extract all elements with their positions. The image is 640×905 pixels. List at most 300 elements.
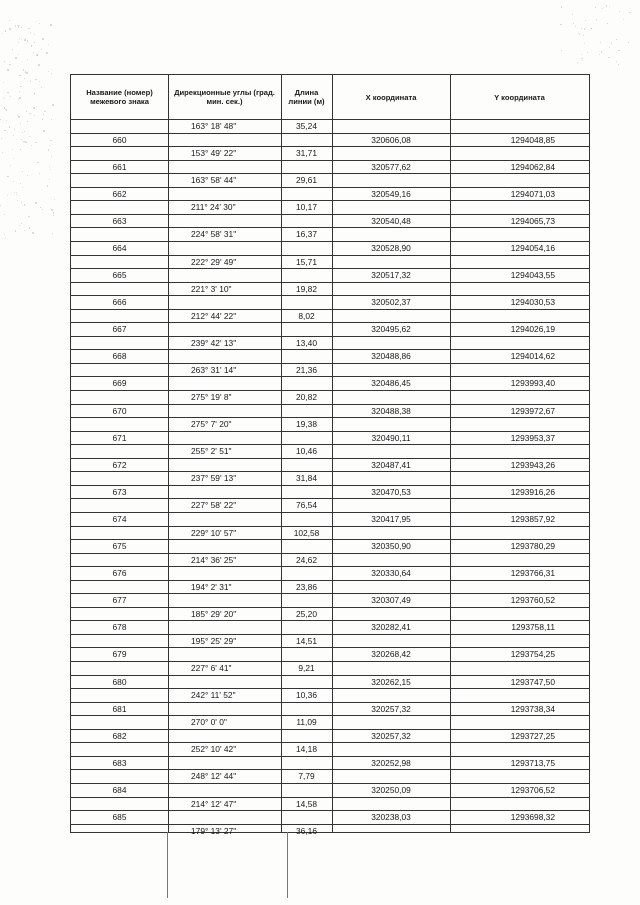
row-divider bbox=[71, 783, 589, 784]
scan-speckle bbox=[12, 49, 13, 50]
y-coordinate: 1293916,26 bbox=[510, 486, 555, 497]
row-divider bbox=[71, 255, 589, 256]
segment-length: 21,36 bbox=[296, 364, 317, 375]
row-divider bbox=[71, 471, 589, 472]
row-divider bbox=[71, 458, 589, 459]
y-coordinate: 1293760,52 bbox=[510, 595, 555, 606]
scan-speckle bbox=[618, 64, 619, 65]
scan-speckle bbox=[609, 6, 610, 7]
point-name: 682 bbox=[112, 730, 127, 741]
scan-speckle bbox=[623, 19, 624, 20]
scan-speckle bbox=[24, 204, 25, 205]
y-coordinate: 1293754,25 bbox=[510, 649, 555, 660]
x-coordinate: 320488,38 bbox=[371, 405, 411, 416]
scan-speckle bbox=[577, 62, 578, 63]
x-coordinate: 320307,49 bbox=[371, 595, 411, 606]
segment-angle: 275° 7' 20" bbox=[191, 419, 232, 430]
point-name: 674 bbox=[112, 513, 127, 524]
header-x-coordinate: X координата bbox=[365, 92, 417, 102]
scan-speckle bbox=[6, 120, 7, 121]
scan-speckle bbox=[3, 82, 4, 83]
scan-speckle bbox=[582, 60, 583, 61]
y-coordinate: 1294026,19 bbox=[510, 324, 555, 335]
scan-speckle bbox=[599, 54, 600, 55]
point-name: 683 bbox=[112, 757, 127, 768]
point-name: 677 bbox=[112, 595, 127, 606]
scan-speckle bbox=[50, 24, 51, 25]
y-coordinate: 1294065,73 bbox=[510, 215, 555, 226]
scan-speckle bbox=[575, 26, 576, 27]
scan-speckle bbox=[2, 152, 3, 153]
point-name: 673 bbox=[112, 486, 127, 497]
point-name: 681 bbox=[112, 703, 127, 714]
y-coordinate: 1293738,34 bbox=[510, 703, 555, 714]
segment-angle: 239° 42' 13" bbox=[191, 337, 237, 348]
row-divider bbox=[71, 322, 589, 323]
scan-speckle bbox=[19, 38, 20, 39]
segment-angle: 179° 13' 27" bbox=[191, 825, 237, 836]
x-coordinate: 320495,62 bbox=[371, 324, 411, 335]
scan-speckle bbox=[26, 72, 28, 74]
scan-speckle bbox=[30, 81, 31, 82]
scan-speckle bbox=[16, 194, 17, 195]
segment-length: 35,24 bbox=[296, 121, 317, 131]
scan-speckle bbox=[601, 51, 602, 52]
scan-speckle bbox=[578, 33, 579, 34]
segment-angle: 163° 58' 44" bbox=[191, 175, 237, 186]
scan-speckle bbox=[611, 43, 612, 44]
segment-angle: 222° 29' 49" bbox=[191, 256, 237, 267]
segment-angle: 237° 59' 13" bbox=[191, 473, 237, 484]
y-coordinate: 1294043,55 bbox=[510, 270, 555, 281]
scan-speckle bbox=[51, 156, 52, 157]
row-divider bbox=[71, 431, 589, 432]
scan-speckle bbox=[27, 59, 28, 60]
point-name: 675 bbox=[112, 541, 127, 552]
scan-speckle bbox=[9, 64, 10, 65]
scan-speckle bbox=[29, 113, 31, 115]
row-divider bbox=[71, 309, 589, 310]
x-coordinate: 320330,64 bbox=[371, 568, 411, 579]
scan-speckle bbox=[18, 116, 20, 118]
x-coordinate: 320262,15 bbox=[371, 676, 411, 687]
segment-angle: 227° 58' 22" bbox=[191, 500, 237, 511]
scan-speckle bbox=[31, 145, 32, 146]
segment-angle: 163° 18' 48" bbox=[191, 121, 237, 131]
scan-speckle bbox=[13, 135, 14, 136]
segment-angle: 194° 2' 31" bbox=[191, 581, 232, 592]
segment-length: 19,82 bbox=[296, 283, 317, 294]
point-name: 660 bbox=[112, 134, 127, 145]
row-divider bbox=[71, 593, 589, 594]
scan-speckle bbox=[4, 98, 5, 99]
scan-speckle bbox=[606, 5, 607, 6]
y-coordinate: 1293706,52 bbox=[510, 784, 555, 795]
scan-speckle bbox=[21, 27, 22, 28]
x-coordinate: 320606,08 bbox=[371, 134, 411, 145]
scan-speckle bbox=[618, 50, 619, 51]
page-margin-line bbox=[167, 832, 168, 898]
scan-speckle bbox=[561, 6, 562, 7]
segment-angle: 242° 11' 52" bbox=[191, 690, 236, 701]
row-divider bbox=[71, 810, 589, 811]
scan-speckle bbox=[4, 107, 6, 109]
scan-speckle bbox=[619, 11, 620, 12]
scan-speckle bbox=[628, 42, 629, 43]
scan-speckle bbox=[560, 24, 561, 25]
scan-speckle bbox=[616, 61, 617, 62]
scan-speckle bbox=[561, 50, 562, 51]
row-divider bbox=[71, 133, 589, 134]
scan-speckle bbox=[20, 86, 21, 87]
row-divider bbox=[71, 173, 589, 174]
scan-speckle bbox=[35, 202, 37, 204]
point-name: 672 bbox=[112, 459, 127, 470]
scan-speckle bbox=[607, 23, 608, 24]
scan-speckle bbox=[629, 12, 630, 13]
segment-angle: 270° 0' 0" bbox=[191, 717, 227, 728]
point-name: 680 bbox=[112, 676, 127, 687]
segment-angle: 214° 36' 25" bbox=[191, 554, 237, 565]
row-divider bbox=[71, 227, 589, 228]
scan-speckle bbox=[37, 162, 38, 163]
segment-length: 8,02 bbox=[298, 310, 315, 321]
scan-speckle bbox=[43, 114, 44, 115]
scan-speckle bbox=[19, 91, 20, 92]
scan-speckle bbox=[584, 43, 585, 44]
scan-speckle bbox=[579, 34, 580, 35]
segment-length: 20,82 bbox=[296, 392, 317, 402]
row-divider bbox=[71, 688, 589, 689]
row-divider bbox=[71, 661, 589, 662]
x-coordinate: 320502,37 bbox=[371, 297, 411, 308]
row-divider bbox=[71, 797, 589, 798]
segment-angle: 221° 3' 10" bbox=[191, 283, 232, 294]
header-line-length: Длина линии (м) bbox=[288, 88, 325, 106]
point-name: 662 bbox=[112, 188, 127, 199]
scan-speckle bbox=[7, 69, 8, 70]
segment-angle: 252° 10' 42" bbox=[191, 744, 237, 755]
row-divider bbox=[71, 146, 589, 147]
x-coordinate: 320487,41 bbox=[371, 459, 411, 470]
scan-speckle bbox=[38, 64, 40, 66]
segment-length: 14,51 bbox=[296, 635, 317, 646]
point-name: 668 bbox=[112, 351, 127, 362]
row-divider bbox=[71, 160, 589, 161]
scan-speckle bbox=[14, 192, 15, 193]
scan-speckle bbox=[10, 165, 11, 166]
scan-speckle bbox=[52, 233, 53, 234]
scan-speckle bbox=[18, 26, 19, 27]
row-divider bbox=[71, 295, 589, 296]
scan-speckle bbox=[572, 14, 573, 15]
scan-speckle bbox=[16, 192, 17, 193]
scan-speckle bbox=[49, 179, 50, 180]
scan-speckle bbox=[5, 30, 6, 31]
scan-speckle bbox=[35, 142, 36, 143]
scan-speckle bbox=[18, 42, 19, 43]
row-divider bbox=[71, 742, 589, 743]
scan-speckle bbox=[581, 58, 582, 59]
scan-speckle bbox=[44, 111, 46, 113]
header-divider bbox=[71, 119, 589, 120]
y-coordinate: 1294054,16 bbox=[510, 242, 555, 253]
segment-length: 10,17 bbox=[296, 202, 317, 213]
segment-angle: 229° 10' 57" bbox=[191, 527, 237, 538]
row-divider bbox=[71, 390, 589, 391]
y-coordinate: 1294062,84 bbox=[510, 161, 555, 172]
x-coordinate: 320540,48 bbox=[371, 215, 411, 226]
scan-speckle bbox=[17, 115, 18, 116]
scan-speckle bbox=[584, 28, 585, 29]
y-coordinate: 1294071,03 bbox=[510, 188, 555, 199]
scan-speckle bbox=[13, 158, 14, 159]
scan-speckle bbox=[27, 121, 28, 122]
y-coordinate: 1294030,53 bbox=[510, 297, 555, 308]
scan-speckle bbox=[583, 35, 584, 36]
y-coordinate: 1293758,11 bbox=[511, 622, 555, 633]
scan-speckle bbox=[42, 119, 43, 120]
scan-speckle bbox=[585, 20, 586, 21]
segment-length: 102,58 bbox=[293, 527, 320, 538]
x-coordinate: 320257,32 bbox=[371, 703, 411, 714]
scan-speckle bbox=[34, 34, 35, 35]
scan-speckle bbox=[41, 49, 42, 50]
scan-speckle bbox=[587, 52, 588, 53]
segment-angle: 195° 25' 29" bbox=[191, 635, 237, 646]
point-name: 671 bbox=[112, 432, 127, 443]
scan-speckle bbox=[24, 78, 25, 79]
segment-length: 23,86 bbox=[296, 581, 317, 592]
scan-speckle bbox=[1, 138, 2, 139]
segment-length: 11,09 bbox=[296, 717, 317, 728]
scan-speckle bbox=[29, 136, 30, 137]
scan-speckle bbox=[29, 227, 30, 228]
scan-speckle bbox=[17, 200, 18, 201]
scan-speckle bbox=[616, 39, 617, 40]
segment-length: 29,61 bbox=[296, 175, 317, 186]
scan-speckle bbox=[49, 166, 50, 167]
scan-speckle bbox=[46, 52, 48, 54]
row-divider bbox=[71, 580, 589, 581]
scan-speckle bbox=[13, 181, 14, 182]
scan-speckle bbox=[43, 130, 45, 132]
scan-speckle bbox=[39, 23, 40, 24]
scan-speckle bbox=[9, 20, 10, 21]
row-divider bbox=[71, 553, 589, 554]
scan-speckle bbox=[27, 175, 28, 176]
point-name: 661 bbox=[112, 161, 127, 172]
row-divider bbox=[71, 214, 589, 215]
scan-speckle bbox=[48, 44, 49, 45]
scan-speckle bbox=[26, 111, 27, 112]
segment-angle: 263° 31' 14" bbox=[191, 364, 237, 375]
scan-speckle bbox=[2, 33, 3, 34]
scan-speckle bbox=[28, 28, 30, 30]
scan-speckle bbox=[39, 81, 41, 83]
scan-speckle bbox=[573, 23, 574, 24]
scan-speckle bbox=[595, 7, 596, 8]
boundary-coordinates-table bbox=[70, 74, 590, 836]
scan-speckle bbox=[15, 57, 16, 58]
x-coordinate: 320517,32 bbox=[371, 270, 411, 281]
segment-length: 10,36 bbox=[296, 690, 317, 701]
scan-speckle bbox=[5, 238, 6, 239]
row-divider bbox=[71, 675, 589, 676]
scan-speckle bbox=[4, 234, 5, 235]
segment-length: 7,79 bbox=[298, 771, 315, 782]
scan-speckle bbox=[608, 57, 609, 58]
x-coordinate: 320528,90 bbox=[371, 242, 411, 253]
scan-speckle bbox=[6, 109, 8, 111]
point-name: 685 bbox=[112, 812, 127, 823]
segment-angle: 227° 6' 41" bbox=[191, 663, 232, 673]
x-coordinate: 320417,95 bbox=[371, 513, 411, 524]
scan-speckle bbox=[19, 225, 20, 226]
segment-length: 10,46 bbox=[296, 446, 317, 457]
row-divider bbox=[71, 647, 589, 648]
row-divider bbox=[71, 336, 589, 337]
x-coordinate: 320250,09 bbox=[371, 784, 411, 795]
scan-speckle bbox=[21, 202, 22, 203]
point-name: 664 bbox=[112, 242, 127, 253]
scan-speckle bbox=[7, 176, 8, 177]
segment-angle: 211° 24' 30" bbox=[191, 202, 236, 213]
scan-speckle bbox=[0, 119, 1, 120]
row-divider bbox=[71, 485, 589, 486]
scan-speckle bbox=[20, 123, 21, 124]
scan-speckle bbox=[10, 96, 12, 98]
y-coordinate: 1293727,25 bbox=[510, 730, 555, 741]
segment-angle: 212° 44' 22" bbox=[191, 310, 237, 321]
segment-angle: 185° 29' 20" bbox=[191, 608, 237, 619]
x-coordinate: 320470,53 bbox=[371, 486, 411, 497]
scan-speckle bbox=[34, 93, 36, 95]
row-divider bbox=[71, 539, 589, 540]
y-coordinate: 1293993,40 bbox=[510, 378, 555, 389]
scan-speckle bbox=[22, 132, 23, 133]
row-divider bbox=[71, 769, 589, 770]
scan-speckle bbox=[602, 8, 603, 9]
row-divider bbox=[71, 729, 589, 730]
scan-speckle bbox=[49, 145, 50, 146]
x-coordinate: 320488,86 bbox=[371, 351, 411, 362]
segment-length: 31,84 bbox=[296, 473, 317, 484]
x-coordinate: 320252,98 bbox=[371, 757, 411, 768]
row-divider bbox=[71, 417, 589, 418]
scan-speckle bbox=[31, 45, 32, 46]
scan-speckle bbox=[35, 79, 36, 80]
point-name: 665 bbox=[112, 270, 127, 281]
row-divider bbox=[71, 241, 589, 242]
scan-speckle bbox=[8, 92, 9, 93]
segment-length: 24,62 bbox=[296, 554, 317, 565]
y-coordinate: 1293698,32 bbox=[510, 812, 555, 823]
scan-speckle bbox=[52, 104, 54, 106]
point-name: 669 bbox=[112, 378, 127, 389]
scan-speckle bbox=[42, 38, 43, 39]
scan-speckle bbox=[51, 209, 53, 211]
row-divider bbox=[71, 282, 589, 283]
row-divider bbox=[71, 376, 589, 377]
segment-length: 15,71 bbox=[296, 256, 317, 267]
scan-speckle bbox=[27, 40, 28, 41]
y-coordinate: 1293943,26 bbox=[510, 459, 555, 470]
column-divider bbox=[168, 75, 169, 832]
header-y-coordinate: Y координата bbox=[494, 92, 545, 102]
y-coordinate: 1294014,62 bbox=[510, 351, 555, 362]
scan-speckle bbox=[581, 54, 582, 55]
scan-speckle bbox=[47, 185, 49, 187]
segment-angle: 214° 12' 47" bbox=[191, 798, 237, 809]
y-coordinate: 1293953,37 bbox=[510, 432, 555, 443]
scan-speckle bbox=[50, 140, 52, 142]
scan-speckle bbox=[4, 214, 5, 215]
scan-speckle bbox=[15, 230, 16, 231]
scan-speckle bbox=[34, 115, 35, 116]
y-coordinate: 1293857,92 bbox=[510, 513, 555, 524]
point-name: 678 bbox=[112, 622, 127, 633]
scan-speckle bbox=[18, 54, 19, 55]
scan-speckle bbox=[28, 216, 29, 217]
scan-speckle bbox=[36, 106, 37, 107]
row-divider bbox=[71, 607, 589, 608]
scan-speckle bbox=[19, 97, 21, 99]
x-coordinate: 320238,03 bbox=[371, 812, 411, 823]
scan-speckle bbox=[0, 205, 1, 206]
scan-speckle bbox=[581, 28, 582, 29]
point-name: 676 bbox=[112, 568, 127, 579]
scan-speckle bbox=[20, 183, 21, 184]
scan-speckle bbox=[30, 32, 31, 33]
header-direction-angle: Дирекционные углы (град. мин. сек.) bbox=[174, 88, 275, 106]
point-name: 667 bbox=[112, 324, 127, 335]
row-divider bbox=[71, 363, 589, 364]
scan-speckle bbox=[42, 209, 43, 210]
scan-speckle bbox=[51, 119, 53, 121]
scan-speckle bbox=[41, 87, 42, 88]
row-divider bbox=[71, 268, 589, 269]
scan-speckle bbox=[53, 215, 54, 216]
segment-angle: 255° 2' 51" bbox=[191, 446, 232, 457]
segment-length: 13,40 bbox=[296, 337, 317, 348]
point-name: 684 bbox=[112, 784, 127, 795]
x-coordinate: 320268,42 bbox=[371, 649, 411, 660]
scan-speckle bbox=[33, 52, 35, 54]
scan-speckle bbox=[596, 19, 597, 20]
scan-speckle bbox=[609, 47, 610, 48]
y-coordinate: 1293780,29 bbox=[510, 541, 555, 552]
scan-speckle bbox=[53, 212, 54, 213]
point-name: 679 bbox=[112, 649, 127, 660]
scan-speckle bbox=[12, 149, 13, 150]
row-divider bbox=[71, 715, 589, 716]
scan-speckle bbox=[14, 129, 15, 130]
scan-speckle bbox=[7, 195, 8, 196]
x-coordinate: 320257,32 bbox=[371, 730, 411, 741]
point-name: 670 bbox=[112, 405, 127, 416]
scan-speckle bbox=[39, 173, 40, 174]
scan-speckle bbox=[21, 139, 22, 140]
scan-speckle bbox=[24, 131, 25, 132]
header-point-name: Название (номер) межевого знака bbox=[86, 88, 153, 106]
scan-speckle bbox=[19, 75, 21, 77]
row-divider bbox=[71, 512, 589, 513]
segment-length: 25,20 bbox=[296, 608, 317, 619]
y-coordinate: 1294048,85 bbox=[510, 134, 555, 145]
scan-speckle bbox=[591, 28, 592, 29]
segment-length: 14,18 bbox=[296, 744, 317, 755]
